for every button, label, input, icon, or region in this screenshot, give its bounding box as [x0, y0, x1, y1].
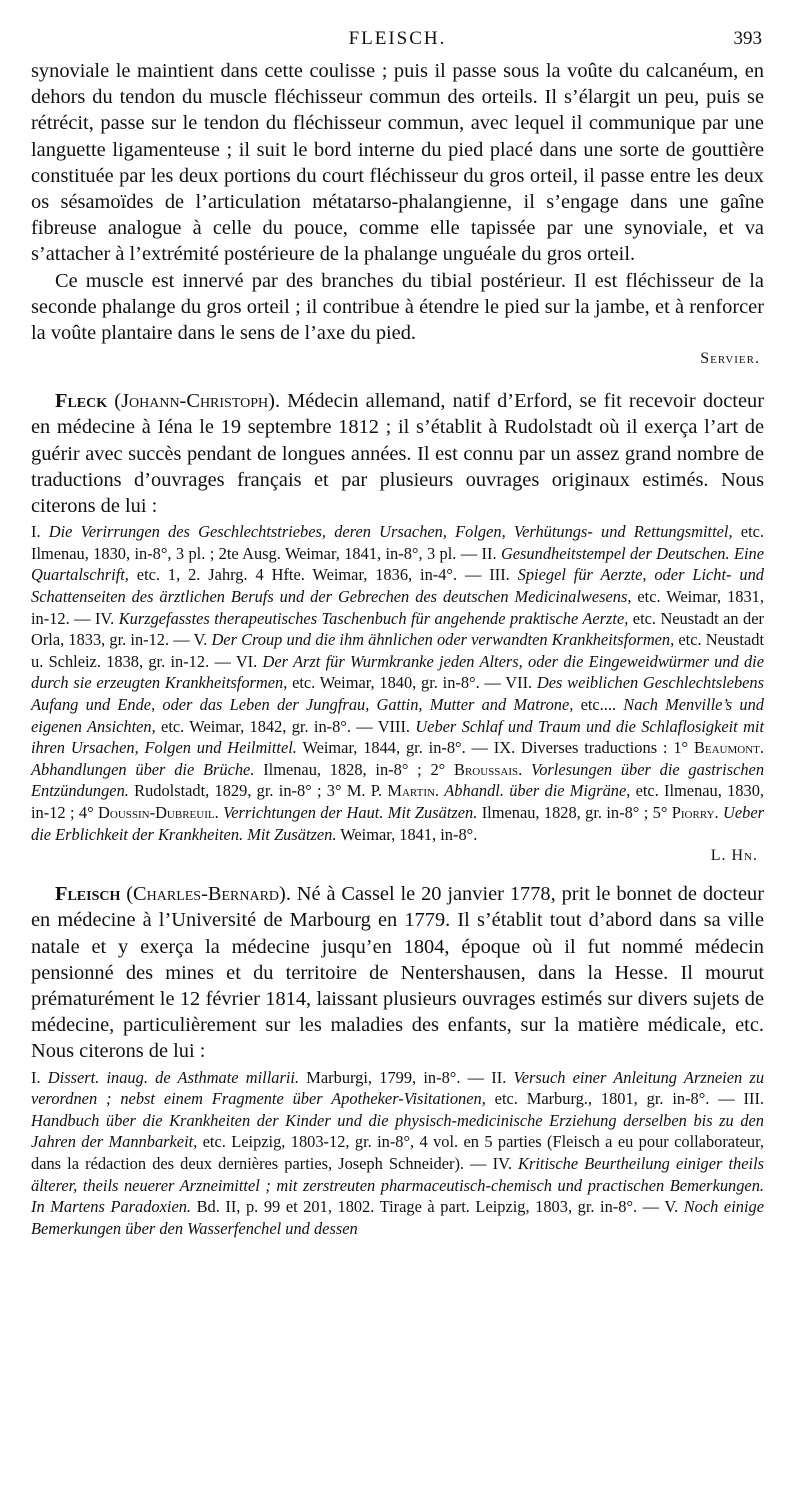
work-title: Verrichtungen der Haut. Mit Zusätzen. [223, 802, 478, 822]
biblio-text: etc.... [573, 695, 624, 714]
work-title: Gesundheitstempel der Deutschen. Eine Quartalschrift, [31, 543, 764, 585]
biblio-text: etc. 1, 2. Jahrg. 4 Hfte. Weimar, 1836, in-4°. — III. [128, 565, 518, 585]
biblio-text: Bd. II, p. 99 et 201, 1802. Tirage à part. Leipzig, 1803, gr. in-8°. — V. [191, 1197, 684, 1217]
biblio-text: Weimar, 1841, in-8°. [336, 824, 478, 844]
biblio-text: etc. Neustadt an der Orla, 1833, gr. in-12. — V. [31, 608, 764, 650]
given-names: (Johann-Christoph). [114, 390, 281, 413]
work-title: Kritische Beurtheilung einiger theils älterer, theils neuerer Arzneimittel ; mit zerstreuten pharmaceutisch-chemisch und practischen Bemerkungen. In Martens Paradoxien. [31, 1153, 764, 1217]
work-title: Abhandl. über die Migräne, [444, 781, 631, 801]
biblio-text: etc. Neustadt u. Schleiz. 1838, gr. in-12. — VI. [31, 630, 764, 671]
headword: Fleisch [55, 883, 121, 906]
work-title: Der Croup und die ihm ähnlichen oder verwandten Krankheitsformen, [211, 630, 675, 650]
running-head: FLEISCH. [348, 28, 447, 49]
bibliography [31, 521, 764, 845]
bibliography [31, 1067, 764, 1240]
author-name: Broussais. [454, 759, 523, 779]
author-name: Doussin-Dubreuil. [98, 802, 219, 822]
entry-intro [31, 388, 764, 519]
author-signature: L. Hn. [710, 847, 758, 865]
biblio-text [522, 760, 531, 779]
work-title: Spiegel für Aerzte, oder Licht- und Schattenseiten des ärztlichen Berufs und der Gebrechen des deutschen Medicinalwesens, [31, 565, 764, 607]
work-title: Handbuch über die Krankheiten der Kinder und die physisch-medicinische Erziehung derselben bis zu den Jahren der Mannbarkeit, [31, 1110, 764, 1152]
biblio-text: etc. Weimar, 1842, gr. in-8°. — VIII. [155, 716, 416, 736]
work-title: Nach Menville’s und eigenen Ansichten, [31, 695, 764, 736]
entry-fleck [31, 388, 764, 867]
biblio-text: Marburgi, 1799, in-8°. — II. [299, 1067, 514, 1087]
biblio-text: I. [31, 1067, 48, 1087]
biblio-text: etc. Ilmenau, 1830, in-12 ; 4° [31, 781, 764, 822]
author-name: Beaumont. [693, 738, 764, 758]
author-name: Martin. [387, 781, 440, 801]
work-title: Der Arzt für Wurmkranke jeden Alters, oder die Eingeweidwürmer und die durch sie erzeugten Krankheitsformen, [31, 651, 764, 693]
work-title: Versuch einer Anleitung Arzneien zu verordnen ; nebst einem Fragmente über Apotheker-Visitationen, [31, 1067, 765, 1109]
work-title: Ueber Schlaf und Traum und die Schlaflosigkeit mit ihren Ursachen, Folgen und Heilmittel. [31, 716, 765, 758]
previous-entry-continuation [31, 58, 764, 372]
entry-fleisch [31, 881, 764, 1239]
work-title: Dissert. inaug. de Asthmate millarii. [47, 1067, 300, 1087]
work-title: Ueber die Erblichkeit der Krankheiten. Mit Zusätzen. [31, 802, 764, 844]
biblio-text: Rudolstadt, 1829, gr. in-8° ; 3° M. P. [128, 781, 388, 801]
continuation-paragraph: synoviale le maintient dans cette coulisse ; puis il passe sous la voûte du calcanéum, en dehors du tendon du muscle fléchisseur commun des orteils. Il s’élargit un peu, puis se rétrécit, passe sur le tendon du fléchisseur commun, avec lequel il communique par une languette ligamenteuse ; il suit le bord interne du pied placé dans une sorte de gouttière constituée par les deux portions du court fléchisseur du gros orteil, il passe entre les deux os sésamoïdes de l’articulation métatarso-phalangienne, il s’engage dans une gaîne fibreuse analogue à celle du pouce, comme elle tapissée par une synoviale, et va s’attacher à l’extrémité postérieure de la phalange unguéale du gros orteil. [31, 60, 764, 266]
innervation-paragraph: Ce muscle est innervé par des branches du tibial postérieur. Il est fléchisseur de la seconde phalange du gros orteil ; il contribue à étendre le pied sur la jambe, et à renforcer la voûte plantaire dans le sens de l’axe du pied. [31, 269, 764, 345]
work-title: Kurzgefasstes therapeutisches Taschenbuch für angehende praktische Aerzte, [118, 608, 629, 628]
biblio-text: Ilmenau, 1828, gr. in-8° ; 5° [477, 802, 672, 822]
work-title: Abhandlungen über die Brüche. [31, 759, 255, 779]
page-header [31, 28, 764, 58]
entry-text: Médecin allemand, natif d’Erford, se fit recevoir docteur en médecine à Iéna le 19 septembre 1812 ; il s’établit à Rudolstadt où il exerça l’art de guérir avec succès pendant de longues années. Il est connu par un assez grand nombre de traductions d’ouvrages français et par plusieurs ouvrages originaux estimés. Nous citerons de lui : [31, 390, 764, 518]
entry-text: Né à Cassel le 20 janvier 1778, prit le bonnet de docteur en médecine à l’Université de Marbourg en 1779. Il s’établit tout d’abord dans sa ville natale et y exerça la médecine jusqu’en 1804, époque où il fut nommé médecin pensionné des mines et du territoire de Nentershausen, dans la Hesse. Il mourut prématurément le 12 février 1814, laissant plusieurs ouvrages estimés sur divers sujets de médecine, particulièrement sur les maladies des enfants, sur la matière médicale, etc. Nous citerons de lui : [31, 883, 764, 1063]
biblio-text: etc. Ilmenau, 1830, in-8°, 3 pl. ; 2te Ausg. Weimar, 1841, in-8°, 3 pl. — II. [31, 522, 764, 563]
work-title: Noch einige Bemerkungen über den Wasserfenchel und dessen [31, 1197, 764, 1238]
given-names: (Charles-Bernard). [126, 883, 291, 906]
headword: Fleck [55, 390, 108, 413]
entry-intro [31, 881, 764, 1064]
biblio-text: I. [31, 522, 49, 542]
biblio-text: Weimar, 1844, gr. in-8°. — IX. Diverses traductions : 1° [296, 738, 694, 758]
biblio-text: Ilmenau, 1828, in-8° ; 2° [254, 759, 455, 779]
work-title: Vorlesungen über die gastrischen Entzündungen. [31, 759, 765, 801]
work-title: Die Verirrungen des Geschlechtstriebes, deren Ursachen, Folgen, Verhütungs- und Rettungsmittel, [48, 522, 733, 542]
biblio-text: etc. Leipzig, 1803-12, gr. in-8°, 4 vol. en 5 parties (Fleisch a eu pour collaborateur, dans la rédaction des deux dernières parties, Joseph Schneider). — IV. [31, 1132, 764, 1173]
author-signature: Servier. [700, 350, 760, 368]
biblio-text: etc. Marburg., 1801, gr. in-8°. — III. [485, 1089, 765, 1109]
page-number: 393 [733, 28, 762, 49]
author-name: Piorry. [671, 802, 719, 822]
biblio-text: etc. Weimar, 1831, in-12. — IV. [31, 587, 764, 628]
biblio-text: etc. Weimar, 1840, gr. in-8°. — VII. [287, 673, 537, 693]
work-title: Des weiblichen Geschlechtslebens Aufang und Ende, oder das Leben der Jungfrau, Gattin, Mutter and Matrone, [31, 673, 764, 714]
